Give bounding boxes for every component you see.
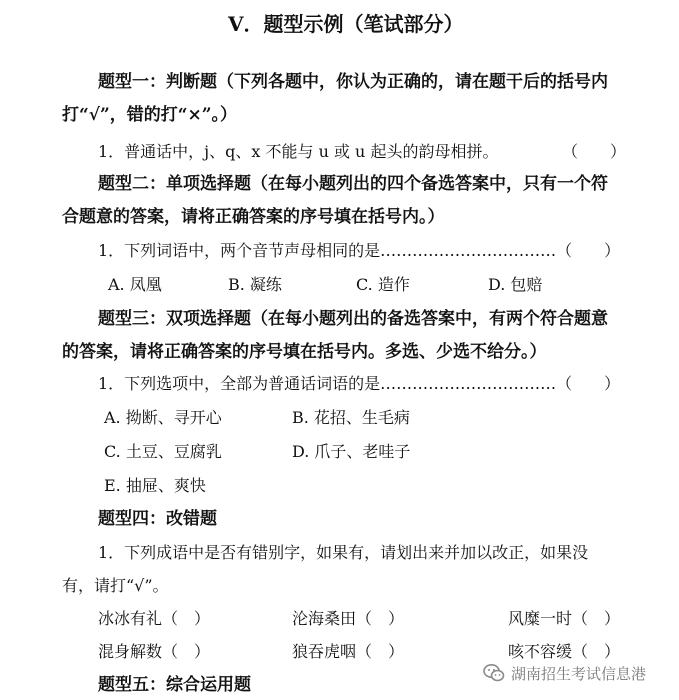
option-d: D. 爪子、老哇子 [292,442,411,461]
idiom-item: 沦海桑田（ ） [292,609,405,628]
option-d: D. 包赔 [488,275,543,294]
section-4-heading: 题型四：改错题 [98,509,217,529]
idiom-item: 狼吞虎咽（ ） [292,642,405,661]
option-e: E. 抽屉、爽快 [104,476,206,495]
idiom-item: 咳不容缓（ ） [508,642,621,661]
section-4-question-1-line-1: 1．下列成语中是否有错别字，如果有，请划出来并加以改正，如果没 [98,543,589,562]
page-title: Ⅴ．题型示例（笔试部分） [228,12,464,36]
idiom-item: 风糜一时（ ） [508,609,621,628]
idiom-item: 冰冰有礼（ ） [98,609,211,628]
option-b: B. 花招、生毛病 [292,408,410,427]
option-c: C. 造作 [356,275,410,294]
section-2-heading-line-2: 合题意的答案，请将正确答案的序号填在括号内。） [62,207,445,227]
watermark-text: 湖南招生考试信息港 [511,664,647,683]
section-2-heading-line-1: 题型二：单项选择题（在每小题列出的四个备选答案中，只有一个符 [98,174,608,194]
section-3-heading-line-1: 题型三：双项选择题（在每小题列出的备选答案中，有两个符合题意 [98,309,608,329]
section-3-question-1: 1．下列选项中，全部为普通话词语的是……………………………（ ） [98,374,621,393]
wechat-icon [483,663,505,683]
option-b: B. 凝练 [228,275,282,294]
watermark [483,661,646,685]
option-c: C. 土豆、豆腐乳 [104,442,222,461]
section-1-question-1: 1．普通话中，j、q、x 不能与 u 或 u 起头的韵母相拼。 [98,142,499,161]
section-3-heading-line-2: 的答案，请将正确答案的序号填在括号内。多选、少选不给分。） [62,342,547,362]
section-5-heading: 题型五：综合运用题 [98,675,251,695]
idiom-item: 混身解数（ ） [98,642,211,661]
option-a: A. 凤凰 [108,275,162,294]
section-1-heading-line-1: 题型一：判断题（下列各题中，你认为正确的，请在题干后的括号内 [98,72,608,92]
section-1-answer-bracket: （ ） [562,142,627,161]
section-2-question-1: 1．下列词语中，两个音节声母相同的是……………………………（ ） [98,241,621,260]
section-4-question-1-line-2: 有，请打“√”。 [62,576,169,595]
option-a: A. 拗断、寻开心 [104,408,222,427]
section-1-heading-line-2: 打“√”，错的打“×”。） [62,105,238,125]
